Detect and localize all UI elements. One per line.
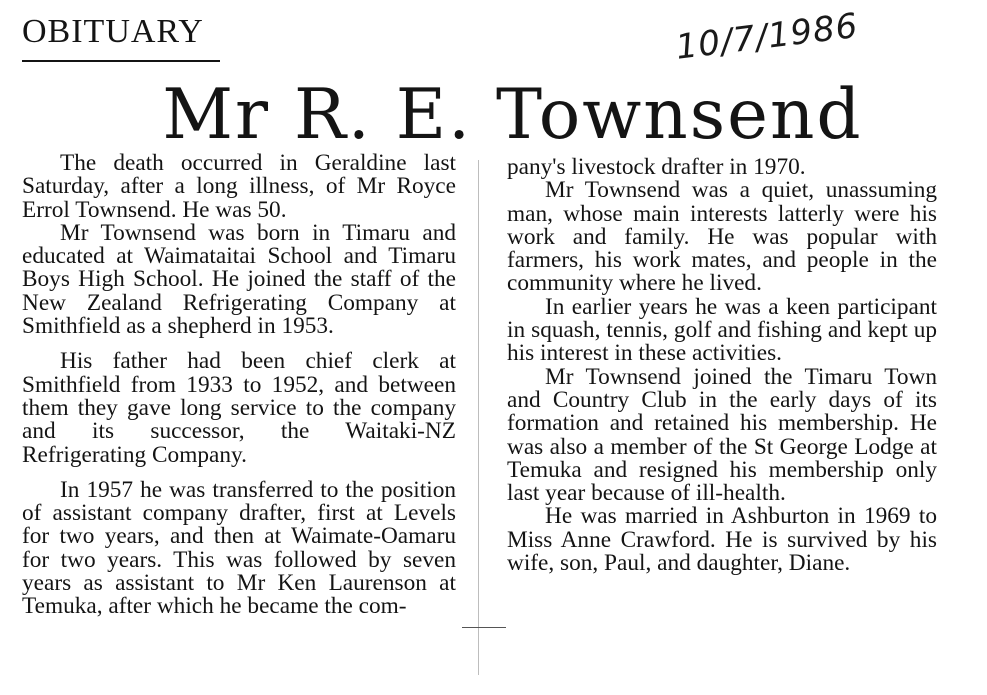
obituary-headline: Mr R. E. Townsend [162, 75, 863, 155]
column-divider [478, 160, 479, 675]
right-column [507, 156, 937, 575]
paragraph: Mr Townsend joined the Timaru Town and Country Club in the early days of its formation and retained his membership. He was also a member of the St George Lodge at Temuka and resigned his membership only last year because of ill-health. [507, 363, 937, 507]
paragraph: He was married in Ashburton in 1969 to Miss Anne Crawford. He is survived by his wife, son, Paul, and daughter, Diane. [507, 503, 937, 577]
print-mark [462, 627, 506, 628]
section-label-underline [22, 60, 220, 62]
handwritten-date: 10/7/1986 [673, 5, 861, 68]
paragraph: The death occurred in Geraldine last Saturday, after a long illness, of Mr Royce Errol Townsend. He was 50. [22, 150, 456, 223]
paragraph: In 1957 he was transferred to the position of assistant company drafter, first at Levels for two years, and then at Waimate-Oamaru for two years. This was followed by seven years as assistant to Mr Ken Laurenson at Temuka, after which he became the com- [22, 476, 456, 620]
paragraph: Mr Townsend was born in Timaru and educated at Waimataitai School and Timaru Boys High School. He joined the staff of the New Zealand Refrigerating Company at Smithfield as a shepherd in 1953. [22, 219, 456, 340]
paragraph: Mr Townsend was a quiet, unassuming man, whose main interests latterly were his work and family. He was popular with farmers, his work mates, and people in the community where he lived. [507, 177, 937, 297]
left-column [22, 152, 456, 619]
paragraph: His father had been chief clerk at Smithfield from 1933 to 1952, and between them they gave long service to the company and its successor, the Waitaki-NZ Refrigerating Company. [22, 348, 456, 468]
section-label: OBITUARY [22, 13, 204, 50]
paragraph-continued: pany's livestock drafter in 1970. [507, 154, 806, 180]
paragraph: In earlier years he was a keen participant in squash, tennis, golf and fishing and kept up his interest in these activities. [507, 293, 937, 367]
